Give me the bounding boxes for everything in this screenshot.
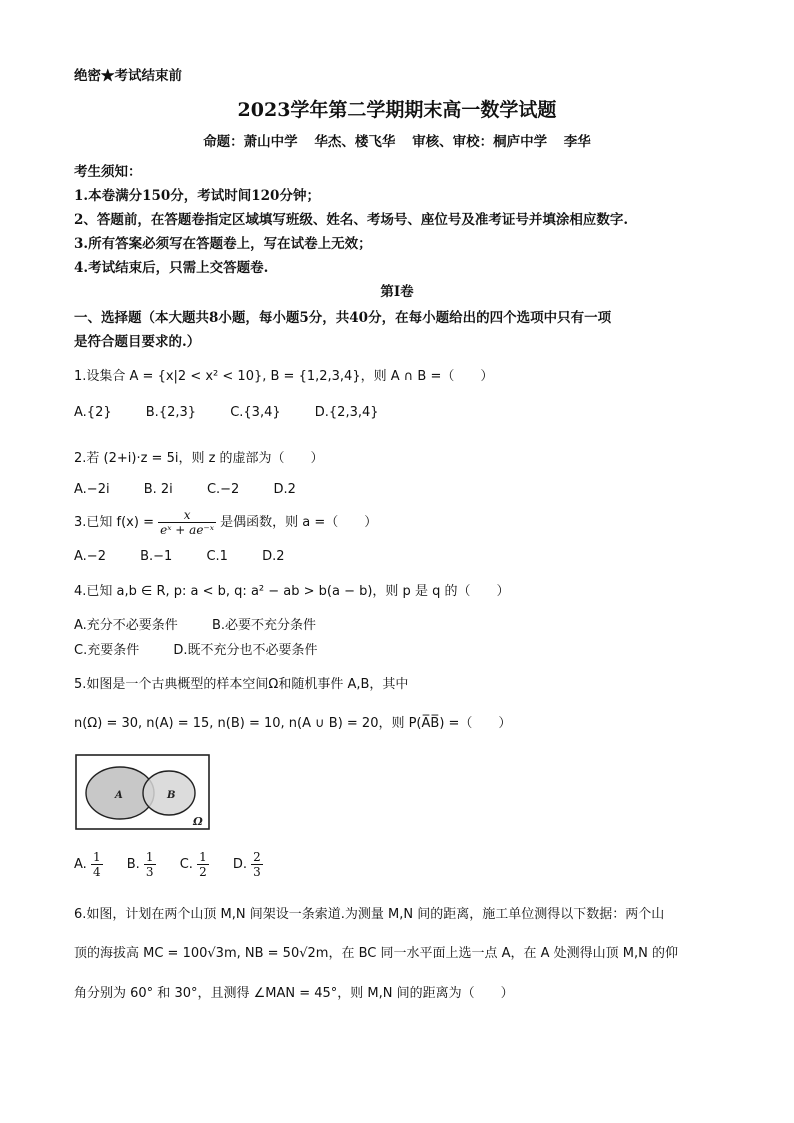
author-4: 李华: [563, 134, 591, 150]
question-5-options: [74, 850, 263, 879]
question-6-line-3: 角分别为 60° 和 30°，且测得 ∠MAN = 45°，则 M,N 间的距离为（ ）: [74, 986, 514, 1001]
q3-fraction-denominator: eˣ + ae⁻ˣ: [160, 523, 215, 537]
notice-item-3: 3.所有答案必须写在答题卷上，写在试卷上无效；: [74, 236, 372, 252]
q5-option-d-denominator: 3: [253, 865, 261, 879]
q5-option-d-letter: D.: [232, 857, 247, 872]
q2-option-a: A.−2i: [74, 482, 110, 497]
q2-option-d: D.2: [273, 482, 296, 497]
author-3: 审核、审校：桐庐中学: [412, 134, 548, 150]
q5-option-a-numerator: 1: [92, 850, 101, 864]
q5-option-b: [126, 850, 160, 879]
q1-option-d: D.{2,3,4}: [314, 405, 379, 420]
authors-line: [0, 130, 794, 150]
question-4-options-row-2: [74, 639, 348, 658]
question-1-options: [74, 405, 409, 420]
q2-option-b: B. 2i: [143, 482, 173, 497]
notice-item-2: 2、答题前，在答题卷指定区域填写班级、姓名、考场号、座位号及准考证号并填涂相应数字.: [74, 212, 629, 228]
q3-fraction-numerator: x: [158, 508, 216, 523]
q4-option-c: C.充要条件: [74, 643, 140, 658]
q2-option-c: C.−2: [206, 482, 240, 497]
question-2-options: [74, 482, 326, 497]
q3-option-a: A.−2: [74, 549, 106, 564]
q1-option-c: C.{3,4}: [230, 405, 281, 420]
section-instruction-2: 是符合题目要求的.）: [74, 334, 201, 350]
question-4-options-row-1: [74, 614, 346, 633]
q3-stem-pre: 3.已知 f(x) =: [74, 515, 154, 530]
q5-option-c: [179, 850, 213, 879]
q3-stem-post: 是偶函数，则 a =（ ）: [220, 515, 378, 530]
q5-option-a-letter: A.: [74, 857, 87, 872]
q5-option-c-numerator: 1: [199, 850, 207, 864]
question-4-stem: 4.已知 a,b ∈ R, p: a < b, q: a² − ab > b(a − b)，则 p 是 q 的（ ）: [74, 584, 510, 599]
q5-option-a: [74, 850, 107, 879]
q5-option-c-letter: C.: [179, 857, 193, 872]
event-a-label: A: [115, 790, 123, 801]
question-5-stem-2: n(Ω) = 30, n(A) = 15, n(B) = 10, n(A ∪ B) = 20，则 P(A̅B̅) =（ ）: [74, 716, 512, 731]
q5-option-b-fraction: [144, 850, 156, 879]
q5-option-c-fraction: [197, 850, 209, 879]
section-instruction-1: 一、选择题（本大题共8小题，每小题5分，共40分，在每小题给出的四个选项中只有一项: [74, 310, 612, 326]
notice-item-4: 4.考试结束后，只需上交答题卷.: [74, 260, 269, 276]
q5-option-a-denominator: 4: [92, 865, 101, 879]
q5-option-d-fraction: [251, 850, 263, 879]
question-3-options: [74, 549, 315, 564]
q3-option-d: D.2: [262, 549, 285, 564]
author-2: 华杰、楼飞华: [314, 134, 396, 150]
question-1-stem: 1.设集合 A = {x|2 < x² < 10}, B = {1,2,3,4}，则 A ∩ B =（ ）: [74, 369, 494, 384]
q5-option-c-denominator: 2: [199, 865, 207, 879]
q3-option-b: B.−1: [140, 549, 173, 564]
q1-option-b: B.{2,3}: [145, 405, 197, 420]
question-6-line-1: 6.如图，计划在两个山顶 M,N 间架设一条索道.为测量 M,N 间的距离，施工单位测得以下数据：两个山: [74, 907, 665, 922]
question-3-stem: [74, 508, 377, 537]
q3-option-c: C.1: [206, 549, 228, 564]
venn-diagram: [75, 754, 210, 830]
q1-option-a: A.{2}: [74, 405, 112, 420]
author-1: 命题：萧山中学: [203, 134, 298, 150]
event-b-label: B: [167, 790, 176, 801]
q5-option-d-numerator: 2: [253, 850, 261, 864]
question-5-stem-1: 5.如图是一个古典概型的样本空间Ω和随机事件 A,B，其中: [74, 677, 409, 692]
confidential-mark: 绝密★考试结束前: [74, 68, 182, 84]
q5-option-b-numerator: 1: [145, 850, 154, 864]
q4-option-d: D.既不充分也不必要条件: [173, 643, 318, 658]
q5-option-b-letter: B.: [126, 857, 140, 872]
q5-option-b-denominator: 3: [145, 865, 154, 879]
q5-option-d: [232, 850, 263, 879]
q4-option-b: B.必要不充分条件: [211, 618, 317, 633]
notice-item-1: 1.本卷满分150分，考试时间120分钟；: [74, 188, 320, 204]
omega-label: Ω: [193, 815, 203, 828]
question-6-line-2: 顶的海拔高 MC = 100√3m, NB = 50√2m，在 BC 同一水平面上选一点 A，在 A 处测得山顶 M,N 的仰: [74, 946, 678, 961]
q5-option-a-fraction: [91, 850, 103, 879]
q4-option-a: A.充分不必要条件: [74, 618, 178, 633]
question-2-stem: 2.若 (2+i)·z = 5i，则 z 的虚部为（ ）: [74, 451, 324, 466]
q3-fraction: [158, 508, 216, 537]
section-title: 第I卷: [380, 284, 414, 300]
notice-heading: 考生须知：: [74, 164, 142, 180]
exam-title: 2023学年第二学期期末高一数学试题: [237, 99, 557, 121]
